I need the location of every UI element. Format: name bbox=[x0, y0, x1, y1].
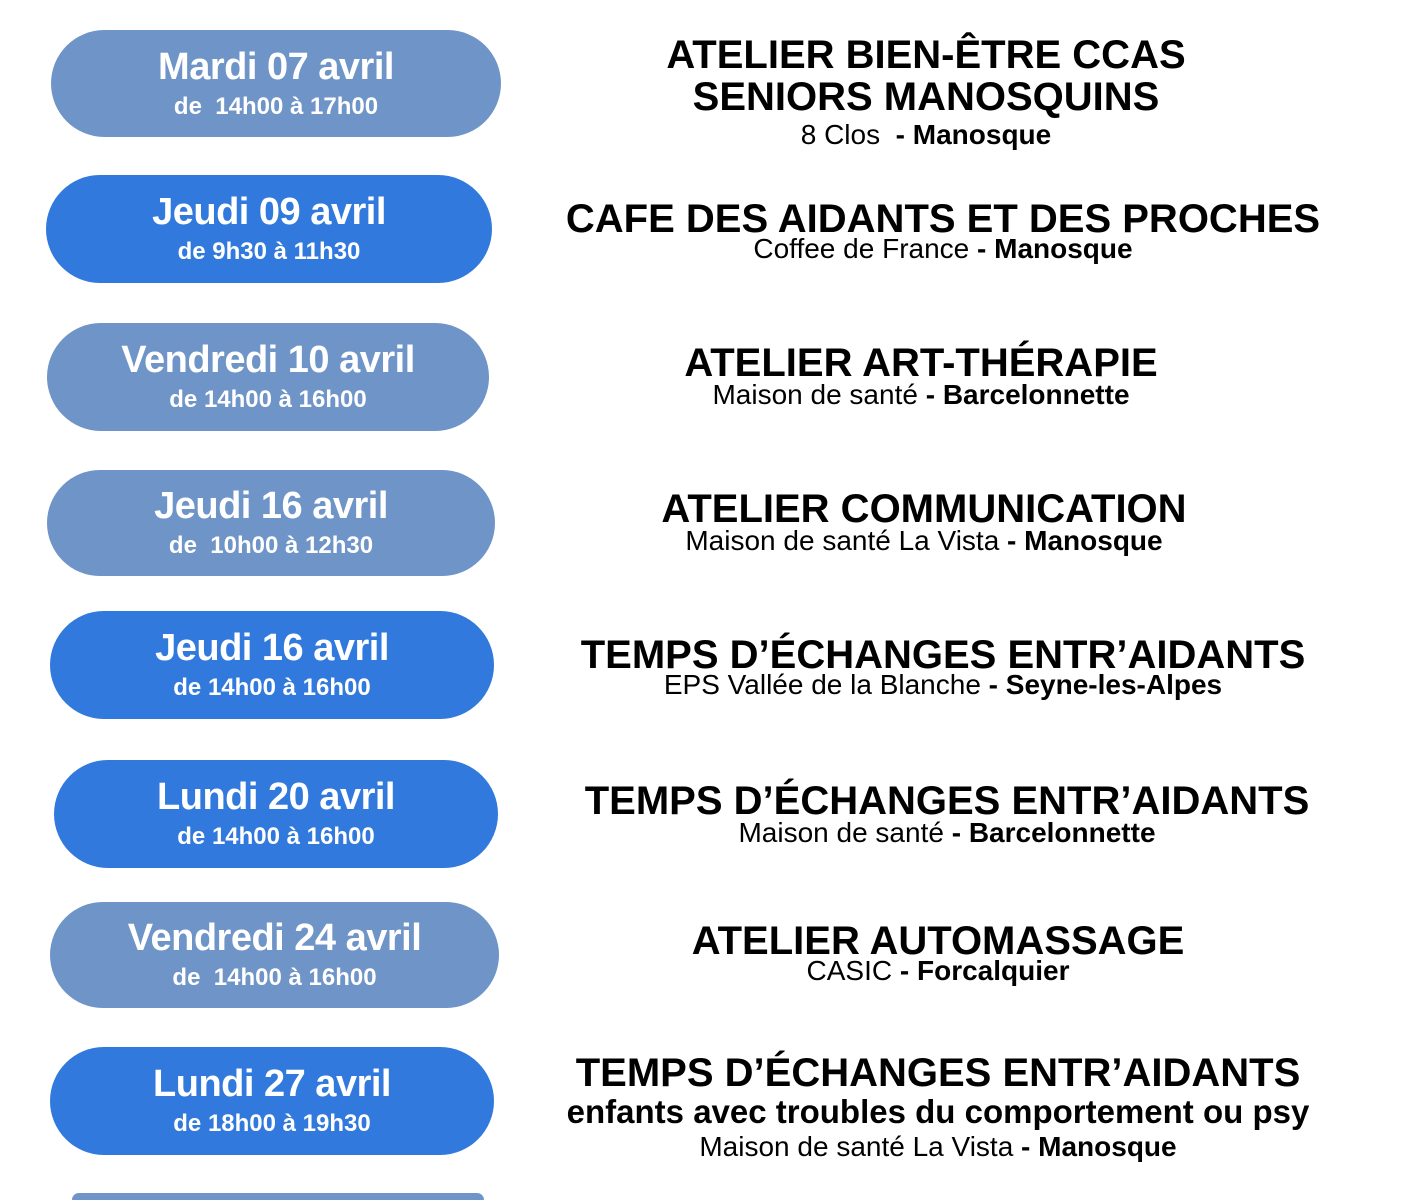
event-info bbox=[508, 920, 1368, 988]
event-date: Jeudi 16 avril bbox=[155, 627, 389, 669]
event-location bbox=[496, 118, 1356, 152]
event-separator: - bbox=[999, 525, 1025, 556]
event-separator: - bbox=[1013, 1131, 1039, 1162]
event-info bbox=[513, 198, 1373, 266]
event-city: Manosque bbox=[912, 119, 1052, 150]
date-pill bbox=[54, 760, 498, 868]
event-time: de 9h30 à 11h30 bbox=[177, 238, 361, 265]
event-city: Barcelonnette bbox=[968, 817, 1156, 848]
event-venue: Maison de santé La Vista bbox=[685, 525, 1000, 556]
event-date: Vendredi 24 avril bbox=[127, 917, 422, 959]
event-date: Mardi 07 avril bbox=[158, 45, 394, 88]
event-location bbox=[508, 1130, 1368, 1164]
event-separator: - bbox=[980, 669, 1006, 700]
event-title: CAFE DES AIDANTS ET DES PROCHES bbox=[565, 197, 1321, 241]
event-venue: Coffee de France bbox=[753, 233, 970, 264]
event-separator: - bbox=[969, 233, 995, 264]
event-info bbox=[491, 342, 1351, 412]
date-pill bbox=[46, 175, 492, 283]
date-pill bbox=[47, 323, 489, 431]
event-separator: - bbox=[892, 955, 917, 986]
event-city: Seyne-les-Alpes bbox=[1005, 669, 1223, 700]
event-time: de 14h00 à 16h00 bbox=[172, 964, 377, 991]
event-venue: Maison de santé bbox=[712, 379, 918, 410]
event-city: Forcalquier bbox=[916, 955, 1070, 986]
event-time: de 14h00 à 17h00 bbox=[173, 92, 379, 120]
event-separator: - bbox=[887, 119, 913, 150]
event-title: ATELIER BIEN-ÊTRE CCAS bbox=[666, 33, 1186, 77]
event-time: de 14h00 à 16h00 bbox=[173, 674, 371, 701]
event-venue: 8 Clos bbox=[800, 119, 888, 150]
date-pill bbox=[50, 611, 494, 719]
event-title: TEMPS D’ÉCHANGES ENTR’AIDANTS bbox=[575, 1051, 1301, 1095]
event-location bbox=[491, 378, 1351, 412]
event-city: Barcelonnette bbox=[942, 379, 1130, 410]
event-venue: CASIC bbox=[806, 955, 893, 986]
event-city: Manosque bbox=[1038, 1131, 1177, 1162]
event-title: ATELIER AUTOMASSAGE bbox=[691, 919, 1185, 963]
event-title: SENIORS MANOSQUINS bbox=[692, 75, 1160, 119]
event-venue: Maison de santé La Vista bbox=[699, 1131, 1014, 1162]
event-info bbox=[494, 488, 1354, 558]
event-info bbox=[513, 634, 1373, 702]
event-city: Manosque bbox=[1024, 525, 1163, 556]
date-pill bbox=[51, 30, 501, 137]
event-info bbox=[517, 780, 1377, 850]
event-location bbox=[494, 524, 1354, 558]
event-time: de 18h00 à 19h30 bbox=[173, 1110, 371, 1137]
event-title: TEMPS D’ÉCHANGES ENTR’AIDANTS bbox=[580, 633, 1306, 677]
event-title: ATELIER COMMUNICATION bbox=[661, 487, 1187, 531]
event-date: Lundi 27 avril bbox=[153, 1063, 391, 1105]
event-title: ATELIER ART-THÉRAPIE bbox=[684, 341, 1158, 385]
event-date: Jeudi 09 avril bbox=[152, 191, 386, 233]
event-info bbox=[508, 1052, 1368, 1164]
date-pill-partial bbox=[72, 1193, 484, 1200]
event-time: de 14h00 à 16h00 bbox=[169, 386, 367, 413]
event-separator: - bbox=[917, 379, 943, 410]
event-date: Lundi 20 avril bbox=[157, 776, 395, 818]
event-date: Jeudi 16 avril bbox=[154, 485, 388, 527]
event-venue: EPS Vallée de la Blanche bbox=[663, 669, 981, 700]
event-info bbox=[496, 34, 1356, 152]
event-date: Vendredi 10 avril bbox=[121, 339, 415, 381]
date-pill bbox=[50, 902, 499, 1008]
event-time: de 10h00 à 12h30 bbox=[168, 532, 374, 559]
event-subtitle: enfants avec troubles du comportement ou psy bbox=[566, 1093, 1310, 1130]
event-city: Manosque bbox=[994, 233, 1133, 264]
event-title: TEMPS D’ÉCHANGES ENTR’AIDANTS bbox=[584, 779, 1310, 823]
event-time: de 14h00 à 16h00 bbox=[177, 823, 375, 850]
date-pill bbox=[50, 1047, 494, 1155]
event-venue: Maison de santé bbox=[738, 817, 944, 848]
event-location bbox=[508, 954, 1368, 988]
date-pill bbox=[47, 470, 495, 576]
event-separator: - bbox=[943, 817, 969, 848]
